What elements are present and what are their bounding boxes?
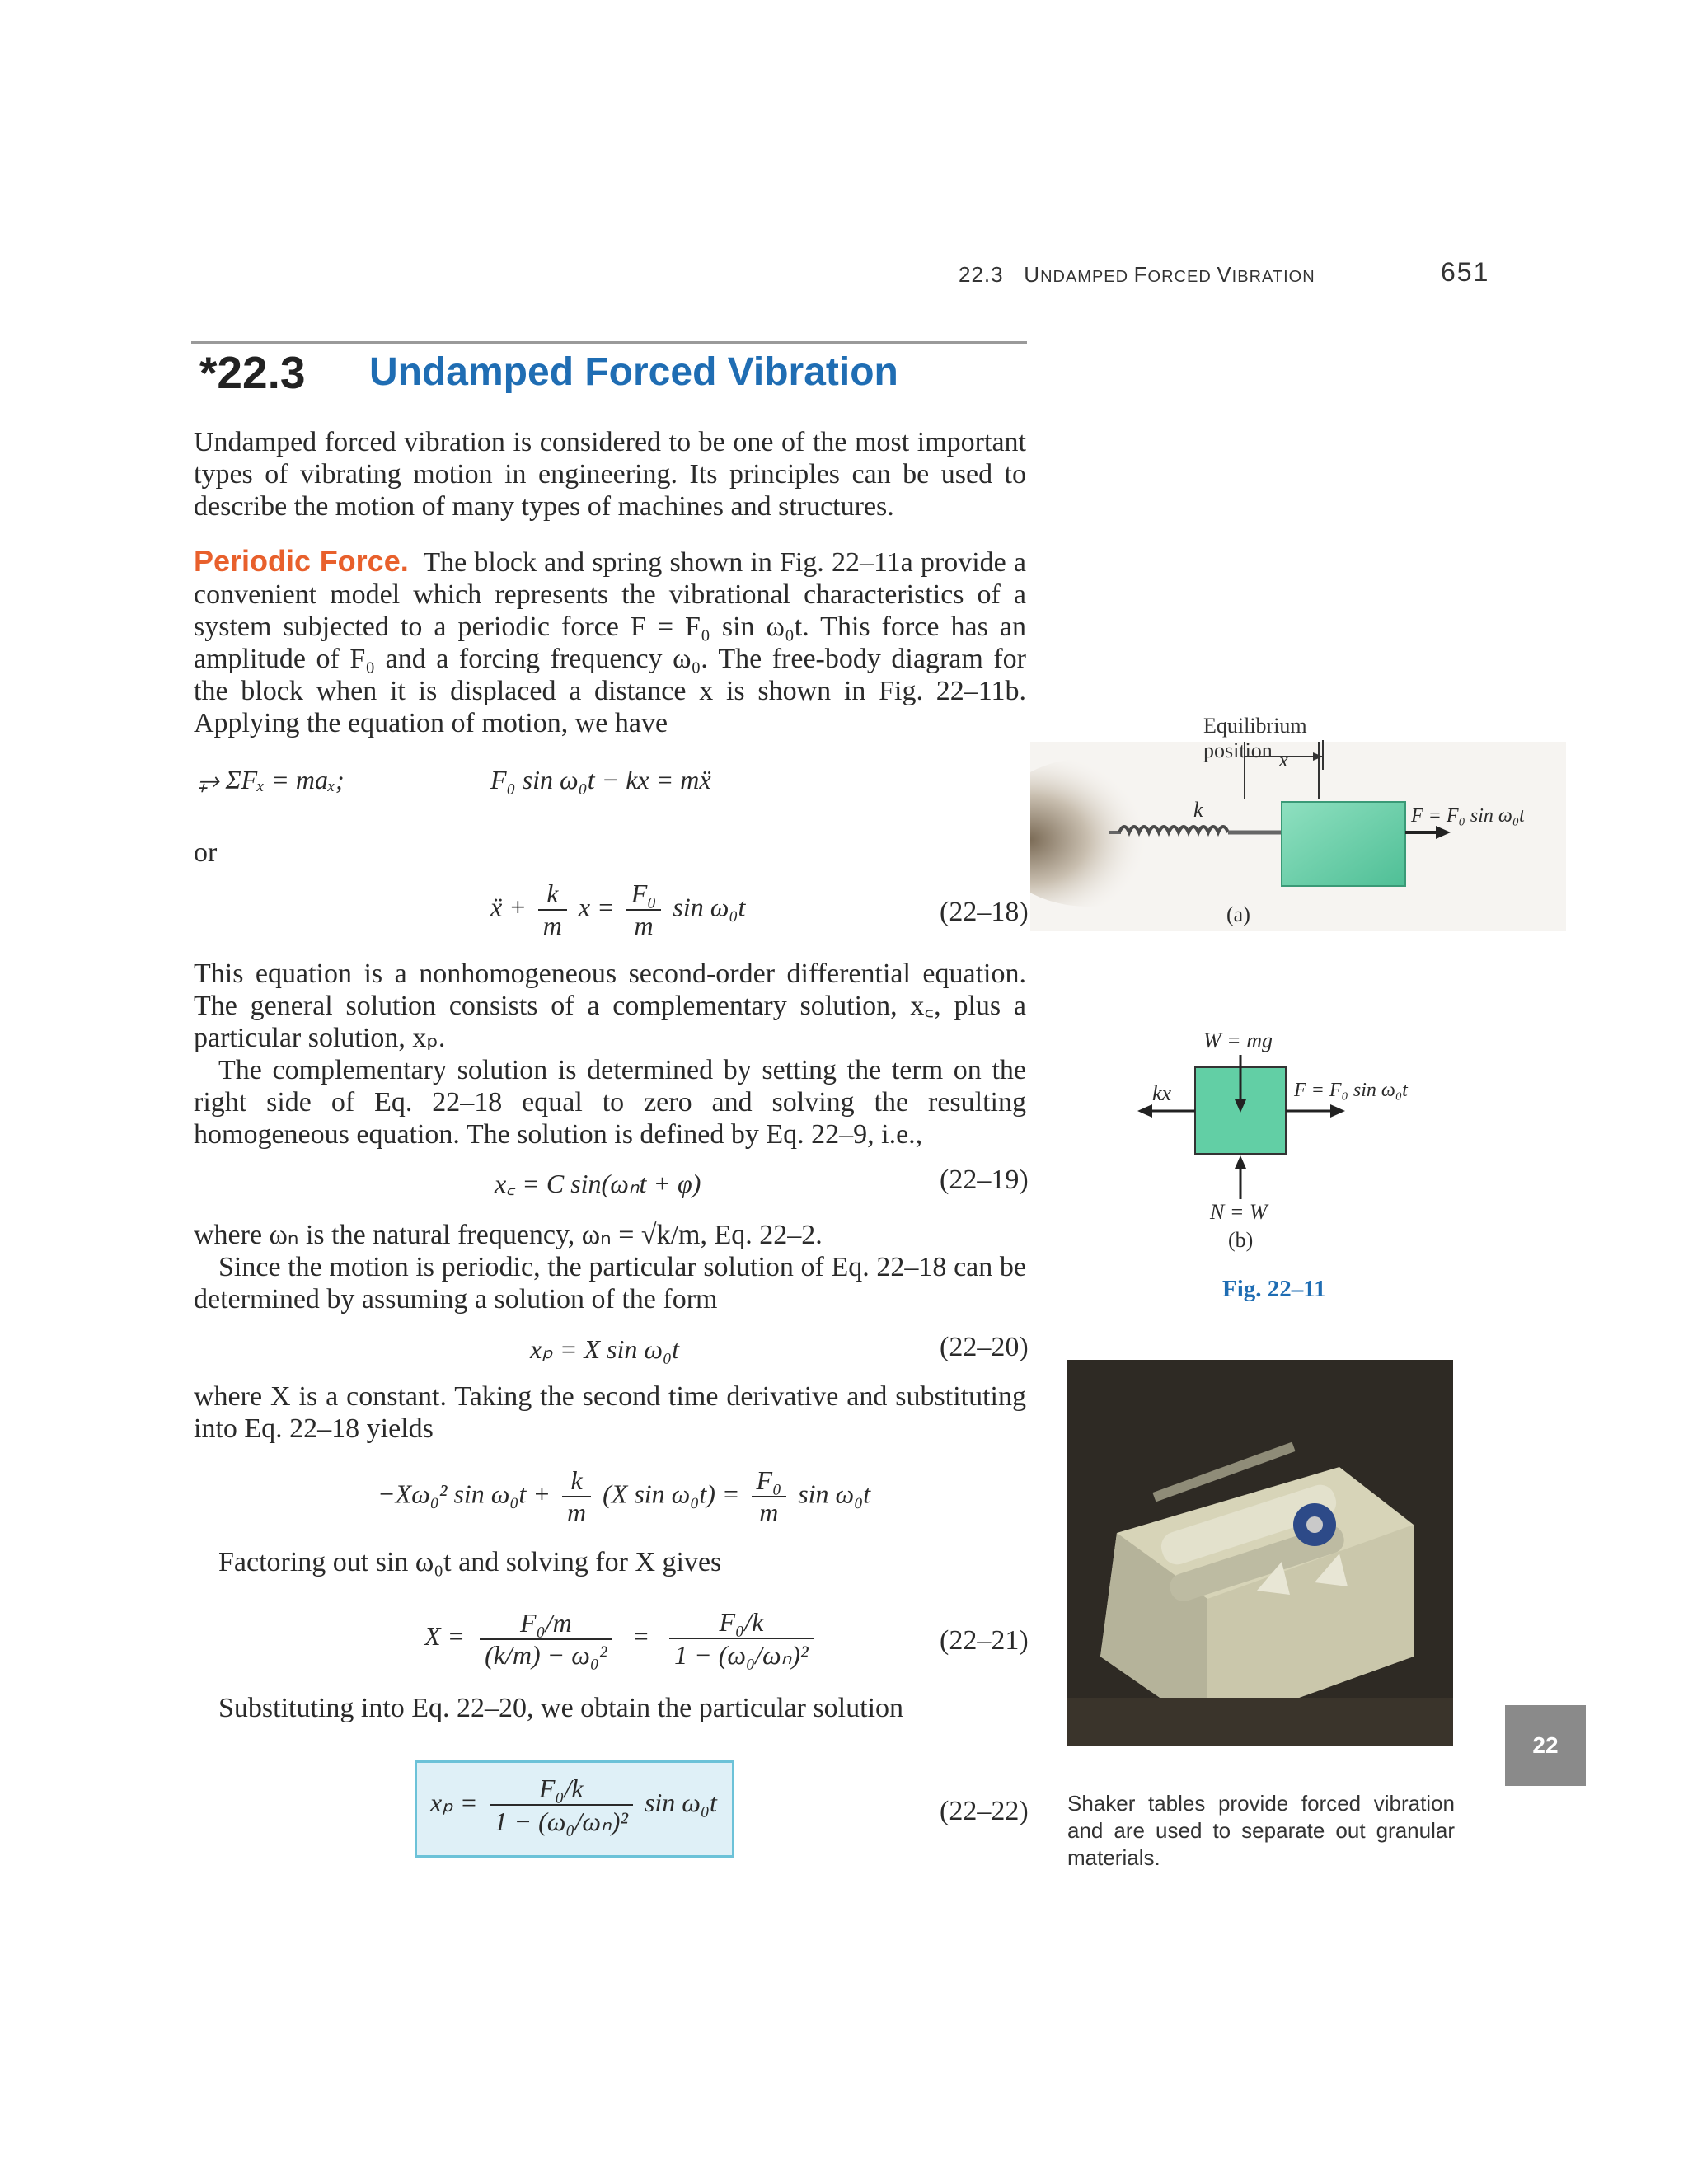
figure-caption: Fig. 22–11	[1222, 1276, 1326, 1302]
equation-22-20: xₚ = X sin ω₀t	[530, 1334, 679, 1364]
particular-solution-paragraph: Since the motion is periodic, the particular solution of Eq. 22–18 can be determined by assuming a solution of the form	[194, 1252, 1026, 1315]
applied-force-label-a: F = F₀ sin ω₀t	[1411, 805, 1525, 827]
equilibrium-label: Equilibrium position	[1203, 714, 1307, 762]
figure-b-label: (b)	[1228, 1228, 1254, 1252]
block-icon	[1282, 802, 1405, 886]
applied-force-arrow-icon	[1330, 1104, 1345, 1118]
photo-caption: Shaker tables provide forced vibration and are used to separate out granular materials.	[1067, 1791, 1455, 1870]
complementary-paragraph: The complementary solution is determined by setting the term on the right side of Eq. 22–18 equal to zero and solving the resulting homogeneous equation. The solution is defined by Eq. 22–9, i.e.,	[194, 1055, 1026, 1150]
spring-k-label: k	[1193, 798, 1203, 822]
section-number: *22.3	[199, 347, 306, 398]
equation-22-19: x꜀ = C sin(ωₙt + φ)	[495, 1169, 701, 1198]
intro-paragraph: Undamped forced vibration is considered to be one of the most important types of vibrating motion in engineering. Its principles can be used to describe the motion of many types of machines and structures.	[194, 427, 1026, 522]
equation-number-22-19: (22–19)	[940, 1165, 1029, 1195]
equation-substitution: −Xω₀² sin ω₀t + $\frac{k}{m}$ (X sin ω₀t) = $\frac{\text{F₀}}{m}$ sin ω₀t	[377, 1465, 871, 1527]
section-title: Undamped Forced Vibration	[369, 350, 898, 394]
or-text: or	[194, 837, 218, 868]
equation-motion-left: ⥅ ΣFₓ = maₓ;	[198, 765, 345, 794]
equation-number-22-18: (22–18)	[940, 897, 1029, 927]
normal-force-label: N = W	[1210, 1200, 1268, 1224]
substituting-text: Substituting into Eq. 22–20, we obtain the particular solution	[218, 1693, 904, 1723]
equation-22-22: xₚ = $\frac{\text{F₀/k}}{\text{1 − (ω₀/ωₙ)²}}$ sin ω₀t	[430, 1774, 717, 1836]
figure-a-label: (a)	[1226, 902, 1250, 926]
periodic-force-paragraph	[194, 545, 1026, 739]
periodic-force-heading: Periodic Force.	[194, 544, 409, 578]
periodic-force-text: The block and spring shown in Fig. 22–11a provide a convenient model which represents the vibrational characteristics of a system subjected to a periodic force F = F₀ sin ω₀t. This force has an amplitude of F₀ and a forcing frequency ω₀. The free-body diagram for the block when it is displaced a distance x is shown in Fig. 22–11b. Applying the equation of motion, we have	[194, 547, 1027, 738]
equation-motion-right: F₀ sin ω₀t − kx = mẍ	[490, 765, 711, 794]
header-section: 22.3	[959, 262, 1004, 287]
kx-label: kx	[1152, 1081, 1172, 1105]
equation-number-22-22: (22–22)	[940, 1796, 1029, 1826]
constant-x-paragraph: where X is a constant. Taking the second time derivative and substituting into Eq. 22–18 yields	[194, 1381, 1026, 1444]
chapter-tab	[1505, 1705, 1586, 1786]
equation-number-22-21: (22–21)	[940, 1625, 1029, 1656]
page-number: 651	[1441, 257, 1490, 287]
weight-label: W = mg	[1203, 1029, 1273, 1052]
shaker-table-photo	[1067, 1360, 1453, 1746]
displacement-x-label: x	[1279, 750, 1288, 771]
section-rule	[191, 341, 1027, 344]
chapter-tab-label: 22	[1532, 1732, 1559, 1758]
natural-frequency-text: where ωₙ is the natural frequency, ωₙ = √k/m, Eq. 22–2.	[194, 1220, 823, 1250]
applied-force-label-b: F = F₀ sin ω₀t	[1294, 1080, 1408, 1101]
normal-force-arrow-icon	[1235, 1155, 1246, 1169]
running-header	[959, 262, 1315, 288]
spring-force-arrow-icon	[1137, 1104, 1152, 1118]
equation-number-22-20: (22–20)	[940, 1332, 1029, 1362]
equation-22-21: X = $\frac{\text{F₀/m}}{\text{(k/m) − ω₀²}}$ = $\frac{\text{F₀/k}}{\text{1 − (ω₀/ωₙ)²}}$	[424, 1607, 818, 1671]
nonhomogeneous-paragraph: This equation is a nonhomogeneous second-order differential equation. The general solution consists of a complementary solution, x꜀, plus a particular solution, xₚ.	[194, 958, 1026, 1053]
factoring-text: Factoring out sin ω₀t and solving for X gives	[218, 1547, 722, 1577]
header-title: UNDAMPED FORCED VIBRATION	[1024, 262, 1315, 287]
equation-22-18: ẍ + $\frac{k}{m}$ x = $\frac{\text{F₀}}{m}$ sin ω₀t	[490, 879, 746, 940]
